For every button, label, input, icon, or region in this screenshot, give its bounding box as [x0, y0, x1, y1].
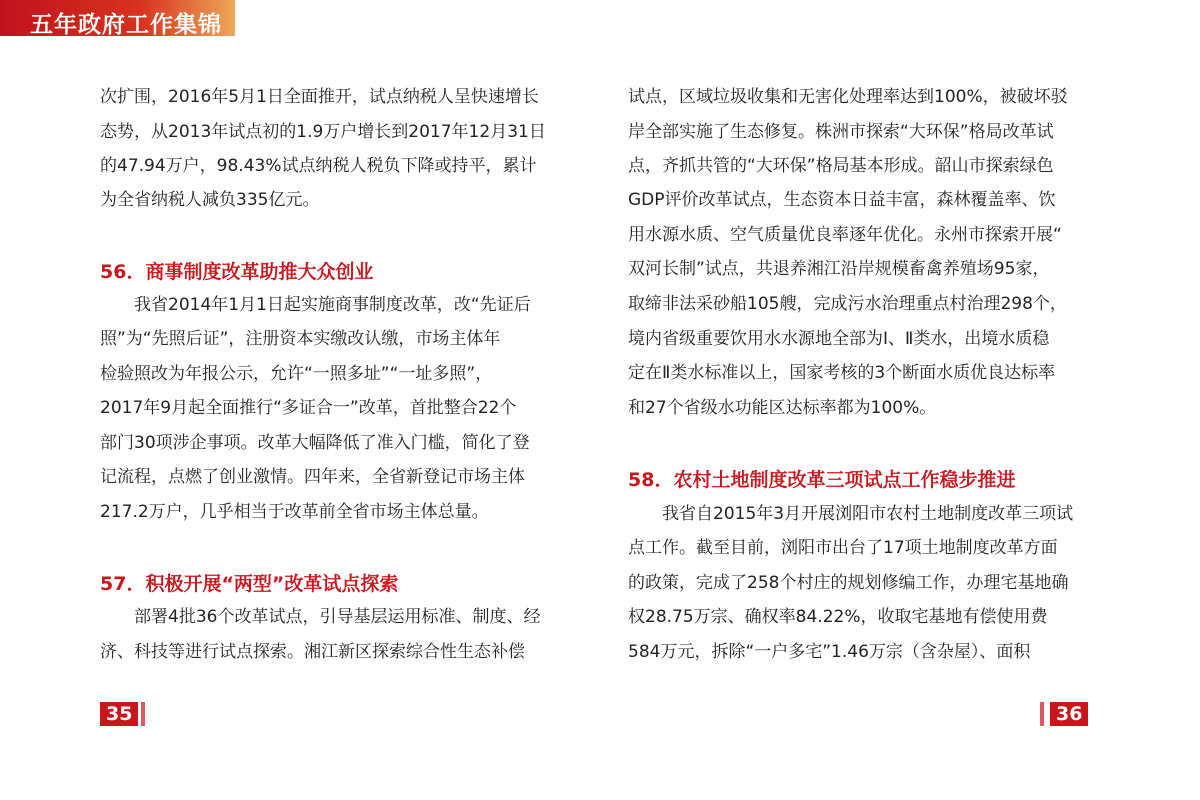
paragraph-line: 态势，从2013年试点初的1.9万户增长到2017年12月31日: [100, 122, 546, 142]
paragraph-line: 双河长制”试点，共退养湘江沿岸规模畜禽养殖场95家，: [628, 259, 1050, 279]
right-page: [628, 0, 1100, 800]
paragraph-line: 217.2万户，几乎相当于改革前全省市场主体总量。: [100, 502, 489, 522]
paragraph-line: 为全省纳税人减负335亿元。: [100, 190, 320, 210]
paragraph-line: 济、科技等进行试点探索。湘江新区探索综合性生态补偿: [100, 642, 525, 662]
paragraph-line: GDP评价改革试点，生态资本日益丰富，森林覆盖率、饮: [628, 190, 1056, 210]
paragraph-line: 定在Ⅱ类水标准以上，国家考核的3个断面水质优良达标率: [628, 363, 1056, 383]
page-number-badge: 35: [100, 702, 138, 726]
paragraph-line: 584万元，拆除“一户多宅”1.46万宗（含杂屋）、面积: [628, 642, 1031, 662]
paragraph-line: 取缔非法采砂船105艘，完成污水治理重点村治理298个，: [628, 294, 1067, 314]
section-heading-56: 56．商事制度改革助推大众创业: [100, 261, 374, 283]
paragraph-line: 部门30项涉企事项。改革大幅降低了准入门槛，简化了登: [100, 433, 530, 453]
paragraph-line: 照”为“先照后证”，注册资本实缴改认缴，市场主体年: [100, 329, 501, 349]
paragraph-line: 用水源水质、空气质量优良率逐年优化。永州市探索开展“: [628, 225, 1062, 245]
header-title: 五年政府工作集锦: [30, 12, 222, 38]
paragraph-line: 点，齐抓共管的“大环保”格局基本形成。韶山市探索绿色: [628, 156, 1054, 176]
paragraph-line: 和27个省级水功能区达标率都为100%。: [628, 398, 937, 418]
paragraph-line: 我省2014年1月1日起实施商事制度改革，改“先证后: [134, 295, 531, 315]
left-page: [100, 0, 572, 800]
paragraph-line: 岸全部实施了生态修复。株洲市探索“大环保”格局改革试: [628, 122, 1054, 142]
page-number-left: [100, 702, 145, 726]
paragraph-line: 2017年9月起全面推行“多证合一”改革，首批整合22个: [100, 398, 517, 418]
section-heading-58: 58．农村土地制度改革三项试点工作稳步推进: [628, 469, 1016, 491]
page-number-right: [1040, 702, 1088, 726]
page-number-stripes: [138, 702, 145, 726]
paragraph-line: 检验照改为年报公示，允许“一照多址”“一址多照”，: [100, 364, 493, 384]
paragraph-line: 试点，区域垃圾收集和无害化处理率达到100%，被破坏驳: [628, 87, 1068, 107]
paragraph-line: 部署4批36个改革试点，引导基层运用标准、制度、经: [134, 607, 541, 627]
section-heading-57: 57．积极开展“两型”改革试点探索: [100, 573, 399, 595]
paragraph-line: 记流程，点燃了创业激情。四年来，全省新登记市场主体: [100, 467, 525, 487]
paragraph-line: 的47.94万户，98.43%试点纳税人税负下降或持平，累计: [100, 156, 537, 176]
paragraph-line: 权28.75万宗、确权率84.22%，收取宅基地有偿使用费: [628, 607, 1048, 627]
page-number-stripes: [1040, 702, 1047, 726]
page-number-badge: 36: [1050, 702, 1088, 726]
paragraph-line: 境内省级重要饮用水水源地全部为Ⅰ、Ⅱ类水，出境水质稳: [628, 329, 1050, 349]
paragraph-line: 次扩围，2016年5月1日全面推开，试点纳税人呈快速增长: [100, 87, 539, 107]
paragraph-line: 我省自2015年3月开展浏阳市农村土地制度改革三项试: [662, 504, 1074, 524]
paragraph-line: 的政策，完成了258个村庄的规划修编工作，办理宅基地确: [628, 573, 1069, 593]
paragraph-line: 点工作。截至目前，浏阳市出台了17项土地制度改革方面: [628, 538, 1058, 558]
